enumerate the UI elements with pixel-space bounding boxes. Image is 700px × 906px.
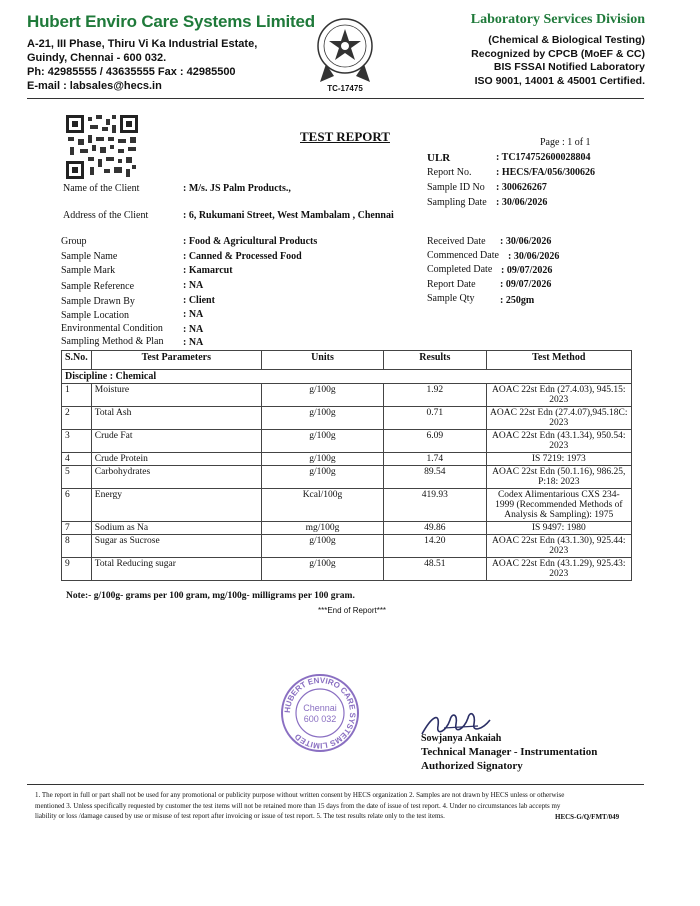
row-method: IS 9497: 1980 [486, 522, 631, 535]
report-title: TEST REPORT [300, 129, 390, 144]
received-date-value: : 30/06/2026 [500, 236, 552, 247]
ulr-label: ULR [427, 152, 451, 164]
row-method: AOAC 22st Edn (43.1.30), 925.44: 2023 [486, 535, 631, 558]
commenced-date-value: : 30/06/2026 [508, 251, 560, 262]
row-param: Carbohydrates [91, 466, 261, 489]
logo-code: TC-17475 [327, 84, 363, 93]
row-sno: 3 [62, 430, 92, 453]
row-result: 48.51 [384, 558, 486, 581]
company-phone: Ph: 42985555 / 43635555 Fax : 42985500 [27, 66, 236, 78]
client-name-value: : M/s. JS Palm Products., [183, 183, 291, 194]
qr-code-icon [66, 115, 138, 179]
row-method: IS 7219: 1973 [486, 453, 631, 466]
col-header-sno: S.No. [62, 351, 92, 370]
company-header [27, 12, 317, 93]
row-sno: 4 [62, 453, 92, 466]
company-logo [310, 16, 380, 96]
qr-code [66, 115, 138, 179]
col-header-units: Units [261, 351, 383, 370]
row-sno: 5 [62, 466, 92, 489]
table-row [62, 453, 632, 466]
signatory-name: Sowjanya Ankaiah [421, 733, 502, 744]
sample-label-reference: Sample Reference [61, 281, 135, 292]
col-header-results: Results [384, 351, 486, 370]
row-unit: g/100g [261, 430, 383, 453]
sample-value-reference: : NA [183, 280, 204, 291]
table-header-row [62, 351, 632, 370]
row-result: 6.09 [384, 430, 486, 453]
row-result: 89.54 [384, 466, 486, 489]
row-method: AOAC 22st Edn (43.1.29), 925.43: 2023 [486, 558, 631, 581]
row-unit: g/100g [261, 384, 383, 407]
table-row [62, 522, 632, 535]
row-unit: g/100g [261, 558, 383, 581]
row-sno: 7 [62, 522, 92, 535]
client-address-value: : 6, Rukumani Street, West Mambalam , Chennai [183, 210, 394, 221]
sample-qty-label: Sample Qty [427, 293, 475, 304]
recognition-2: Recognized by CPCB (MoEF & CC) [471, 47, 645, 60]
table-row [62, 407, 632, 430]
row-unit: g/100g [261, 535, 383, 558]
row-param: Sodium as Na [91, 522, 261, 535]
commenced-date-label: Commenced Date [427, 250, 499, 261]
row-unit: g/100g [261, 466, 383, 489]
sample-label-group: Group [61, 236, 87, 247]
row-param: Total Ash [91, 407, 261, 430]
row-unit: Kcal/100g [261, 489, 383, 522]
discipline-label: Discipline : Chemical [62, 370, 632, 384]
row-sno: 2 [62, 407, 92, 430]
table-row [62, 430, 632, 453]
signatory-role: Authorized Signatory [421, 760, 523, 772]
recognition-3: BIS FSSAI Notified Laboratory [493, 61, 645, 73]
row-sno: 8 [62, 535, 92, 558]
row-result: 0.71 [384, 407, 486, 430]
table-row [62, 535, 632, 558]
row-param: Sugar as Sucrose [91, 535, 261, 558]
sample-value-method: : NA [183, 337, 204, 348]
sample-value-name: : Canned & Processed Food [183, 251, 302, 262]
row-sno: 6 [62, 489, 92, 522]
row-param: Total Reducing sugar [91, 558, 261, 581]
table-row [62, 384, 632, 407]
stamp-ring-text: HUBERT ENVIRO CARE SYSTEMS LIMITED [282, 675, 358, 751]
report-no-label: Report No. [427, 167, 472, 178]
footer-terms [35, 790, 645, 822]
units-note: Note:- g/100g- grams per 100 gram, mg/100g- milligrams per 100 gram. [66, 591, 355, 601]
client-name-label: Name of the Client [63, 183, 140, 194]
row-result: 1.92 [384, 384, 486, 407]
row-sno: 9 [62, 558, 92, 581]
client-address-label: Address of the Client [63, 210, 149, 221]
sample-qty-value: : 250gm [500, 295, 535, 306]
page-number: Page : 1 of 1 [540, 137, 591, 148]
footer-line-3: liability or loss /damage caused by use or misuse of test report after invoicing or issue of test report. 5. The test results relate only to the test items. [35, 812, 445, 820]
sample-value-drawn-by: : Client [183, 295, 215, 306]
sample-value-mark: : Kamarcut [183, 265, 233, 276]
row-method: AOAC 22st Edn (50.1.16), 986.25, P:18: 2023 [486, 466, 631, 489]
round-seal-icon [280, 673, 360, 753]
end-of-report: ***End of Report*** [318, 606, 387, 615]
footer-line-1: 1. The report in full or part shall not be used for any promotional or publicity purpose without written consent by HECS organization 2. Samples are not drawn by HECS unless or otherwise [35, 791, 565, 799]
company-email: E-mail : labsales@hecs.in [27, 80, 162, 92]
form-code: HECS-G/Q/FMT/049 [555, 813, 620, 821]
row-result: 49.86 [384, 522, 486, 535]
sample-label-environment: Environmental Condition [61, 323, 163, 334]
table-row [62, 489, 632, 522]
table-row [62, 558, 632, 581]
sample-value-location: : NA [183, 309, 204, 320]
stamp-pin: 600 032 [303, 714, 337, 724]
table-row [62, 466, 632, 489]
footer-line-2: mentioned 3. Unless specifically requested by customer the test items will not be retained more than 15 days from the date of issue of test report. 4. Under no circumstances lab accepts my [35, 801, 561, 810]
row-param: Crude Fat [91, 430, 261, 453]
row-param: Crude Protein [91, 453, 261, 466]
report-date-value: : 09/07/2026 [500, 279, 552, 290]
division-name: Laboratory Services Division [470, 12, 645, 27]
ulr-value: : TC174752600028804 [496, 152, 591, 163]
sample-label-method: Sampling Method & Plan [61, 336, 164, 347]
row-method: AOAC 22st Edn (27.4.07),945.18C: 2023 [486, 407, 631, 430]
company-address-1: A-21, III Phase, Thiru Vi Ka Industrial Estate, [27, 38, 258, 50]
row-method: AOAC 22st Edn (43.1.34), 950.54: 2023 [486, 430, 631, 453]
sampling-date-label: Sampling Date [427, 197, 487, 208]
col-header-parameters: Test Parameters [91, 351, 261, 370]
completed-date-label: Completed Date [427, 264, 493, 275]
svg-text:HUBERT ENVIRO CARE SYSTEMS LIM [283, 676, 357, 750]
stamp-city: Chennai [303, 703, 337, 713]
company-name: Hubert Enviro Care Systems Limited [27, 12, 315, 31]
sampling-date-value: : 30/06/2026 [496, 197, 548, 208]
row-result: 14.20 [384, 535, 486, 558]
company-stamp [280, 673, 360, 753]
division-header [400, 12, 645, 88]
sample-id-label: Sample ID No [427, 182, 485, 193]
report-date-label: Report Date [427, 279, 476, 290]
results-table [61, 350, 632, 581]
row-unit: g/100g [261, 453, 383, 466]
row-param: Energy [91, 489, 261, 522]
report-no-value: : HECS/FA/056/300626 [496, 167, 595, 178]
discipline-row [62, 370, 632, 384]
completed-date-value: : 09/07/2026 [501, 265, 553, 276]
row-method: Codex Alimentarious CXS 234-1999 (Recommended Methods of Analysis & Sampling): 1975 [486, 489, 631, 522]
sample-id-value: : 300626267 [496, 182, 547, 193]
sample-label-mark: Sample Mark [61, 265, 116, 276]
row-result: 1.74 [384, 453, 486, 466]
col-header-method: Test Method [486, 351, 631, 370]
recognition-1: (Chemical & Biological Testing) [488, 34, 645, 46]
signatory-title: Technical Manager - Instrumentation [421, 746, 598, 758]
row-unit: g/100g [261, 407, 383, 430]
row-sno: 1 [62, 384, 92, 407]
row-method: AOAC 22st Edn (27.4.03), 945.15: 2023 [486, 384, 631, 407]
received-date-label: Received Date [427, 236, 486, 247]
row-param: Moisture [91, 384, 261, 407]
recognition-4: ISO 9001, 14001 & 45001 Certified. [474, 74, 645, 87]
sample-label-location: Sample Location [61, 310, 130, 321]
company-address-2: Guindy, Chennai - 600 032. [27, 52, 167, 64]
row-unit: mg/100g [261, 522, 383, 535]
sample-value-group: : Food & Agricultural Products [183, 236, 318, 247]
sample-label-drawn-by: Sample Drawn By [61, 296, 135, 307]
header-divider [27, 98, 644, 99]
row-result: 419.93 [384, 489, 486, 522]
footer-divider [27, 784, 644, 785]
sample-value-environment: : NA [183, 324, 204, 335]
sample-label-name: Sample Name [61, 251, 118, 262]
